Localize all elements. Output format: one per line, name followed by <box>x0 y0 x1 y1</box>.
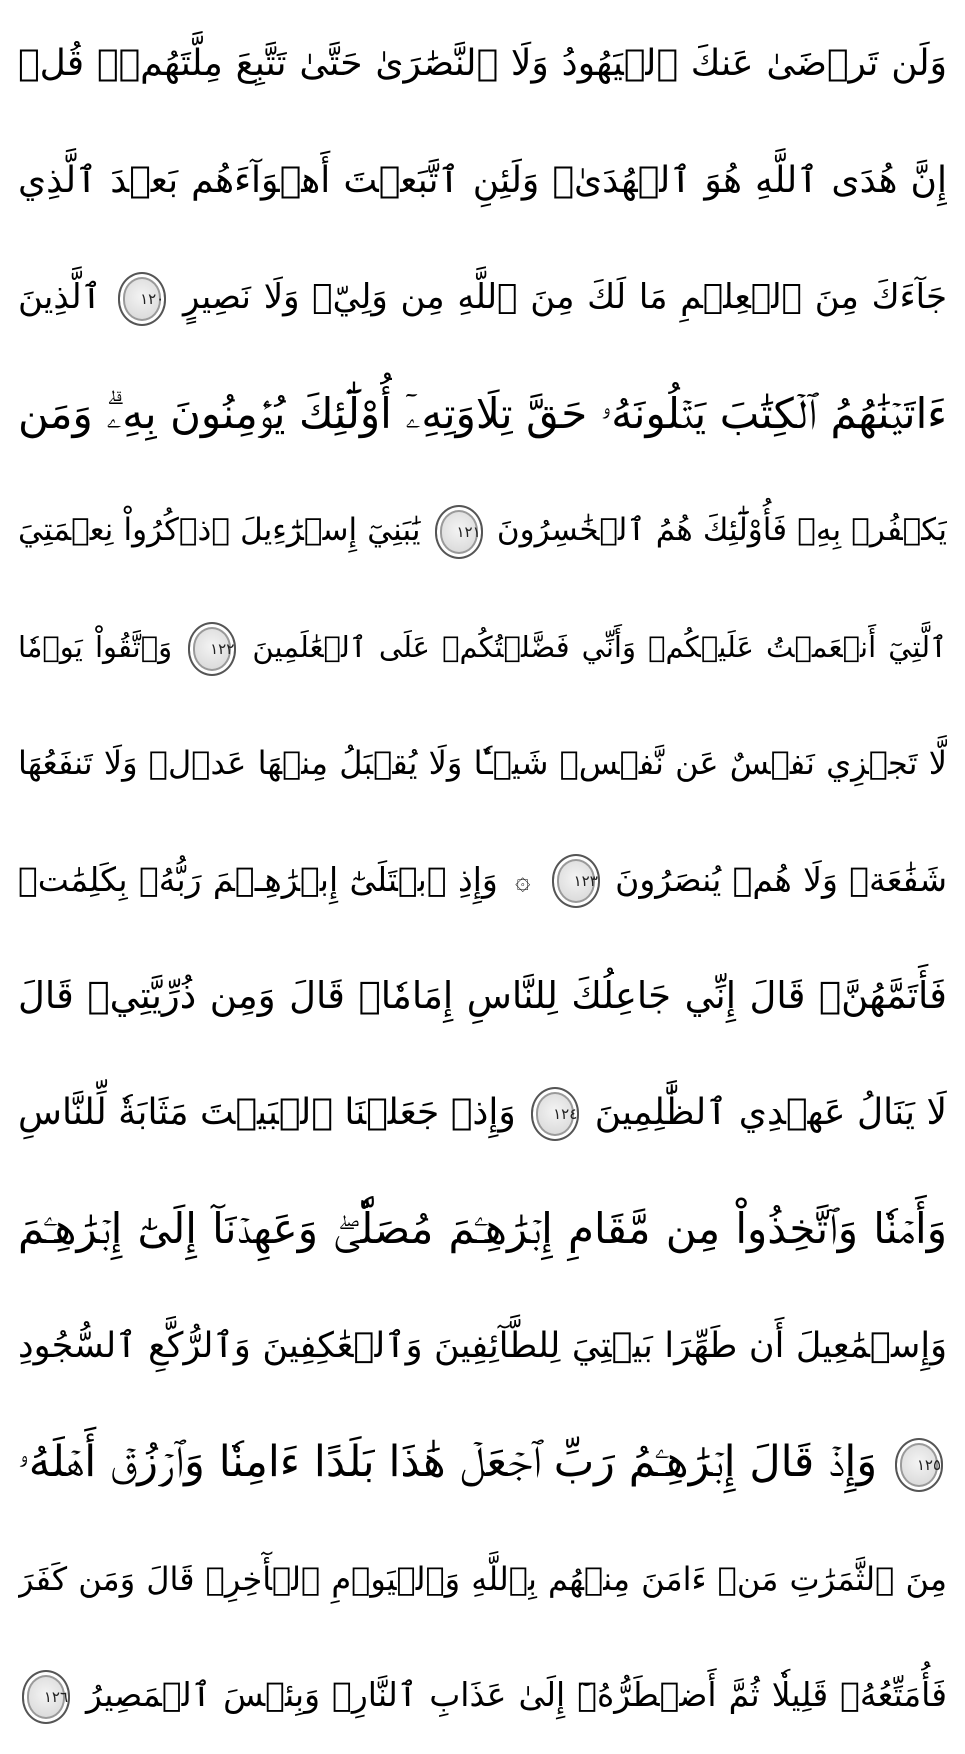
text-line <box>18 472 947 589</box>
text-line <box>18 1055 947 1172</box>
text-line <box>18 1171 947 1288</box>
verse-text: وَإِذِ ٱبۡتَلَىٰٓ إِبۡرَٰهِـۧمَ رَبُّهُۥ بِكَلِمَٰتٖ <box>18 859 498 899</box>
verse-text: وَأَمۡنٗا وَٱتَّخِذُواْ مِن مَّقَامِ إِبۡرَٰهِـۧمَ مُصَلّٗىۖ وَعَهِدۡنَآ إِلَىٰٓ إِبۡرَٰهِـۧمَ <box>18 1204 947 1253</box>
verse-text: شَفَٰعَةٞ وَلَا هُمۡ يُنصَرُونَ <box>615 859 947 899</box>
ayah-number-marker: ١٢٣ <box>552 854 600 908</box>
rub-el-hizb-marker: ۞ <box>515 865 531 896</box>
verse-text: جَآءَكَ مِنَ ٱلۡعِلۡمِ مَا لَكَ مِنَ ٱللَّهِ مِن وَلِيّٖ وَلَا نَصِيرٍ <box>182 277 947 317</box>
verse-text: لَا يَنَالُ عَهۡدِي ٱلظَّٰلِمِينَ <box>594 1091 947 1133</box>
text-line <box>18 239 947 356</box>
verse-text: يَٰبَنِيٓ إِسۡرَٰٓءِيلَ ٱذۡكُرُواْ نِعۡمَتِيَ <box>18 512 421 548</box>
text-line <box>18 1521 947 1638</box>
text-line <box>18 705 947 822</box>
verse-text: ٱلَّذِينَ <box>18 277 102 317</box>
verse-text: ءَاتَيۡنَٰهُمُ ٱلۡكِتَٰبَ يَتۡلُونَهُۥ حَقَّ تِلَاوَتِهِۦٓ أُوْلَٰٓئِكَ يُؤۡمِنُونَ بِهِۦۗ وَمَن <box>18 388 947 438</box>
verse-text: فَأُمَتِّعُهُۥ قَلِيلٗا ثُمَّ أَضۡطَرُّهُۥٓ إِلَىٰ عَذَابِ ٱلنَّارِۖ وَبِئۡسَ ٱلۡمَصِيرُ <box>86 1675 947 1714</box>
text-line <box>18 123 947 240</box>
text-line <box>18 356 947 473</box>
verse-text: وَإِذۡ قَالَ إِبۡرَٰهِـۧمُ رَبِّ ٱجۡعَلۡ هَٰذَا بَلَدًا ءَامِنٗا وَٱرۡزُقۡ أَهۡلَهُۥ <box>18 1437 878 1487</box>
ayah-number-marker: ١٢٦ <box>22 1670 70 1724</box>
verse-text: وَإِسۡمَٰعِيلَ أَن طَهِّرَا بَيۡتِيَ لِلطَّآئِفِينَ وَٱلۡعَٰكِفِينَ وَٱلرُّكَّعِ ٱلسُّجُودِ <box>18 1325 947 1366</box>
verse-text: لَّا تَجۡزِي نَفۡسٌ عَن نَّفۡسٖ شَيۡـٔٗا وَلَا يُقۡبَلُ مِنۡهَا عَدۡلٞ وَلَا تَنفَعُهَا <box>18 744 947 782</box>
ayah-number-marker: ١٢٢ <box>188 622 236 676</box>
verse-text: وَإِذۡ جَعَلۡنَا ٱلۡبَيۡتَ مَثَابَةٗ لِّلنَّاسِ <box>18 1091 516 1133</box>
text-line <box>18 589 947 706</box>
text-line <box>18 938 947 1055</box>
verse-text: وَٱتَّقُواْ يَوۡمٗا <box>18 629 173 664</box>
verse-text: ٱلَّتِيٓ أَنۡعَمۡتُ عَلَيۡكُمۡ وَأَنِّي فَضَّلۡتُكُمۡ عَلَى ٱلۡعَٰلَمِينَ <box>252 629 947 664</box>
verse-text: مِنَ ٱلثَّمَرَٰتِ مَنۡ ءَامَنَ مِنۡهُم بِٱللَّهِ وَٱلۡيَوۡمِ ٱلۡأٓخِرِۚ قَالَ وَمَن كَفَرَ <box>18 1559 947 1598</box>
ayah-number-marker: ١٢٥ <box>895 1438 943 1492</box>
verse-text: فَأَتَمَّهُنَّۖ قَالَ إِنِّي جَاعِلُكَ لِلنَّاسِ إِمَامٗاۖ قَالَ وَمِن ذُرِّيَّتِيۖ قَالَ <box>18 974 947 1017</box>
verse-text: إِنَّ هُدَى ٱللَّهِ هُوَ ٱلۡهُدَىٰۗ وَلَئِنِ ٱتَّبَعۡتَ أَهۡوَآءَهُم بَعۡدَ ٱلَّذِي <box>18 159 947 201</box>
text-line <box>18 1404 947 1521</box>
verse-text: وَلَن تَرۡضَىٰ عَنكَ ٱلۡيَهُودُ وَلَا ٱلنَّصَٰرَىٰ حَتَّىٰ تَتَّبِعَ مِلَّتَهُمۡۗ قُلۡ <box>18 43 947 84</box>
ayah-number-marker: ١٢٠ <box>118 272 166 326</box>
text-line <box>18 6 947 123</box>
text-line <box>18 822 947 939</box>
ayah-number-marker: ١٢١ <box>435 505 483 559</box>
ayah-number-marker: ١٢٤ <box>531 1087 579 1141</box>
verse-text: يَكۡفُرۡ بِهِۦ فَأُوْلَٰٓئِكَ هُمُ ٱلۡخَٰسِرُونَ <box>496 512 947 548</box>
text-line <box>18 1288 947 1405</box>
text-line <box>18 1637 947 1754</box>
